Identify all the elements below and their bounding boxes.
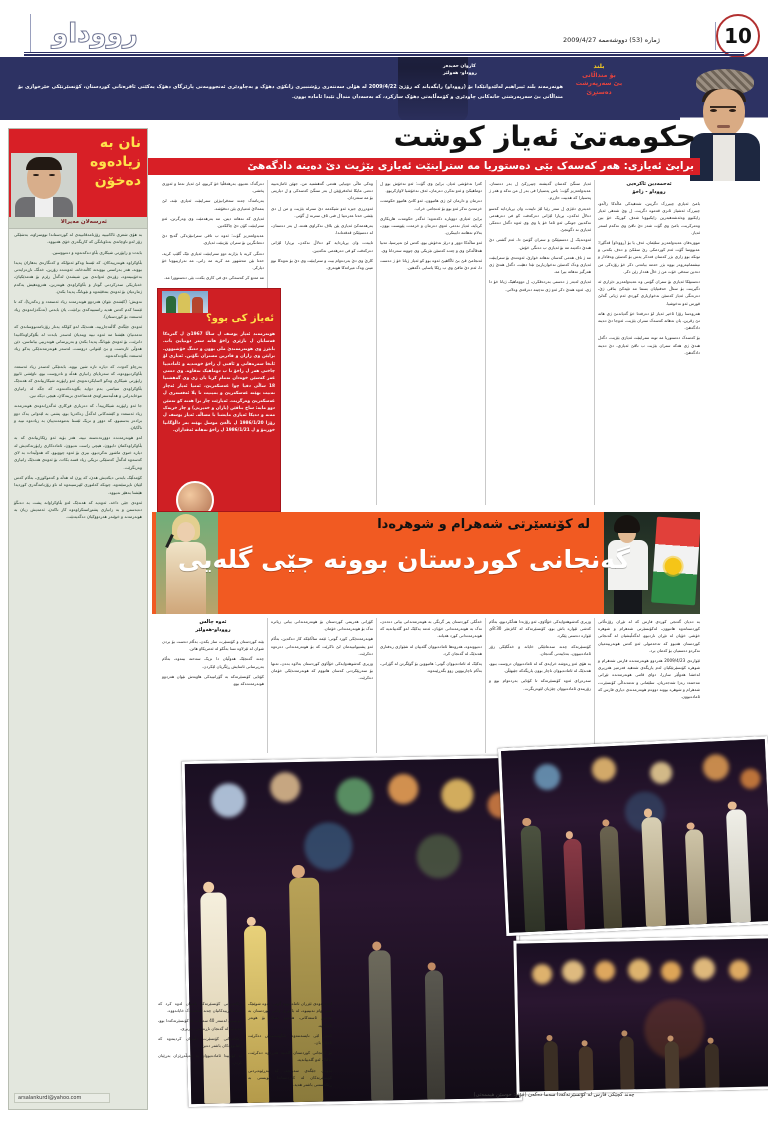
story-column (248, 1000, 332, 1110)
banner-highlight (570, 63, 628, 97)
story-paragraph: هونەرمەندێکی کورد گوتی: ئێمە ساڵانێکە کار دەکەین، بەڵام ئەو پشتیوانییەمان لێ ناکرێت کە بۆ هونەرمەندانی دەرەوە دەکرێت. (271, 636, 373, 656)
performer-head (372, 942, 381, 951)
performer-figure (563, 839, 585, 931)
sun-emblem-icon (664, 557, 682, 575)
opinion-body (14, 231, 142, 524)
second-story-kicker: لە کۆنسێرتی شەهرام و شوهرەدا (377, 517, 590, 532)
section-banner (0, 57, 768, 120)
story-paragraph: ئێوارەی 2009/4/23 هەردوو هونەرمەندە فارس شەهرام و شوهرە کۆنسێرتێکیان لەم یاریگەی شەهید فەرمیز هەڕیری لەخشا هەوڵێر سازرا، دوای قاتنی هونەرمەندە تێڕانی مەحمەد رەزا شەجەریان، سلێمانی و تەمەنداڵی کۆنسێرت، شەهرام و شوهرە بوونە دووەم هونەرمەندی دیاری فارس کە ئامادەبوون. (598, 658, 700, 700)
banner-byline-source: رووداو- هەولێر (443, 71, 477, 76)
story-paragraph: عەبدولعەزیز گۆت: ئەوە ب تاقی سترانبێژەکی گەنج دێ دەمانگرین بۆ ستران بێژینێت ئەیازی. (162, 233, 264, 246)
story-paragraph: کۆرانی هەریمی کوردستان بۆ هونەرمەندانی بیانی زیاترە نەک بۆ هونەرمەندانی خۆمان. (271, 619, 373, 632)
story-paragraph: وزیری کەشوهەوایەکی خۆڵاوی، ئەو رۆژەدا هەڵکردبوو، بەڵام کەشی ئێوارە باش بوو، کۆنسێرتەکە لە کاتژمێر 8:30ی ئێوارە دەستی پێکرد. (489, 619, 591, 639)
story-paragraph: لەدەرەوەی ئێزران ئاماە بووە گوتی: ئەوە شوێنێک شتی وام نەبینیوە، لە باکوری وڵاتی کوردستان بە هەموو ئاستەکانی، هەموو شتێک بۆ هونەر ئامادەیە. (248, 1001, 332, 1028)
story-paragraph: هەروەسا رۆژا ئاخیر ئەیاز لۆ دەرفەتا خۆ گەیاندنێ ژی هاتە تێ زڤرین، یان نەهاتە کەسەک ستران بێژیت، ئەوجا دێ دەینە دادگەهێ. (598, 310, 700, 331)
story-paragraph: ئەیازی کە نەهاتە دیتن، مە بەرهەمێت وی وەرگرتن، ئەو ستراینێت کۆن دێ چاککەین. (162, 215, 264, 229)
story-paragraph: ئەیازی لەبەر ژ دەستی بەردەڤکرن، ل دووماهیک ژیانا خۆ دا ژی، ئەوە هندێ دکر ئەو ژی نەچیتە دەرڤەی وەلاتی. (489, 279, 591, 292)
story-paragraph: دەستپێکا ئەیازی بۆ ستران گۆتنی وە عەبدولعەزیز دێزاری ئە دگیرینت بۆ ستاڵ حەفتیایان بسما مە تێپەکێ بناڤی ژێ، دەرەنگی ئەیاز کەسێن نەخوازیاری کوردی ئەم ژیانی گەلێ قورس ئەو نەخوشیا. (598, 279, 700, 306)
ayaz-box-photo (162, 291, 208, 313)
story-paragraph: خەڵکی کوردستان پتر گرنگی بە هونەرمەندانی بیانی دەدەن، نەک بە هونەرمەندانی خۆیان، ئەمە یەکێک لەو گلەییانەیە کە هونەرمەندانی کورد هەیانە. (380, 619, 482, 639)
story-paragraph: مە ژ ناڤ هەمی کەسان نەهاتە خوارێ، ئەوەندی بۆ ستراینێت ئەیازی وەک کەسێن نەخوازیاریێ تێدا دهێت، دگەل هندێ ژی هەرگیز نەهاتە بیرا مە. (489, 254, 591, 275)
story-paragraph: کۆنسێرتەکە چەند سەعاتێکی خایاند و خەڵکێکی زۆر ئامادەببوون، بەتایبەتی گەنجان. (489, 643, 591, 656)
stage-light (628, 959, 650, 981)
story-paragraph: مووزەفان عەبدولعەزیز سلێمان، ئەف یا بۆ (رووداو) ڤەگێڕا: عەبووسا گۆت ئەم کوردمکی رێ سڤکێ و دەف بکەنی و تونکە بوو زاری بژر کەسان فەدکر یەس بۆ کەسێن وەفادار و نیشتمانپەروەر بووە بژر حەمە بیانەتی دکر خۆ رۆژەکی من دەدین سەفی خۆت من ژ خاڵ هەدار زێن دکر. (598, 240, 700, 274)
performer-head (203, 882, 214, 893)
stage-light (693, 957, 715, 979)
story-column (158, 1000, 242, 1110)
stage-light (661, 961, 681, 981)
stage-light (650, 762, 673, 785)
masthead-rule (24, 52, 744, 53)
masthead (0, 0, 768, 60)
performer-figure (641, 817, 666, 927)
banner-byline (443, 63, 563, 77)
stage-light (595, 961, 615, 981)
second-story-headline: گەنجانی کوردستان بوونە جێی گلەیی (177, 545, 630, 574)
highlight-line-1: بلند (593, 63, 605, 70)
column-rule (485, 618, 486, 753)
performer-figure (619, 1036, 634, 1090)
column-rule (376, 180, 377, 505)
stage-light (740, 768, 761, 789)
story-paragraph: ئەیاز سنگێ کەسان گەیشتە چیبرزکێ ل بەر دەستان. عەبدولعەزیز گۆت: باس پەسیارا فی بەر ل من نەکە و هەر ژ پەسیارا کە هەبیت حازرم. (489, 181, 591, 201)
second-story-byline-name: ئەوە چالس (199, 619, 227, 625)
opinion-paragraph: نەویش: (کێشەی نێوان هەردوو هونەرمەند زیاد ئەسعەد و زەکەریا)، کە تا ئێستا کەم کەس هەیە راستییەکەی بزانێت، یان بابەتی (تەنگەژانەوەی زیاد ئەسعەد بۆ کوردستان). (14, 299, 142, 319)
second-story-banner (152, 512, 700, 614)
story-paragraph: بۆ گەنجانی کوردستان گلەییە هەڕەوە دەکرێت، یەکێک لەو گلەییانەیە. (248, 1050, 332, 1063)
performer-head (582, 1040, 588, 1046)
story-paragraph: خەبەری دئێژی ل سەر رێیا لێژ تایبەت وان بڕیاردایە کەسو دەلاڵ ئەکەن، بڕیارا لێژانی دەرکەفت کو فی دەرهەمی نەکەبین جونکی ئەو ئاما خۆ یا وی وی ئەوە دگەل دەمکی ئەیازی نە دگونجێ. (489, 205, 591, 233)
opinion-paragraph: بابەت و راپۆرتی شیکاری بڵاو دەکەنەوە و دەنووسین. (51, 249, 142, 255)
story-paragraph: ڕێکخەرانی کۆنسێرتەکە باسیان لەوە کرد کە ئامادەکارییەکانیان چەند هەفتەیەک خایاندووە. (158, 1001, 242, 1014)
stage-light (270, 772, 301, 803)
story-paragraph: کۆتایی کۆنسێرتەکە بە گۆرانییەکی هاوبەش نێوان هەردوو هونەرمەندەکە بوو. (162, 673, 264, 687)
column-rule (376, 618, 377, 753)
story-paragraph: ئەو ساڵەکا دوور و درێژ نەخۆش بوو، کەس لێ نەپرسیا، تەنیا هەڤاڵەکێ وی و چەند کەسێن نێزیکی وی چوونە سەردانا وی. (380, 240, 482, 253)
opinion-paragraph: بەرچاو کەوت، کە دیارە تازە شین بووە، بابەتێکی لەسەر زیاد ئەسعەد بڵاوکردبووەوە، کە سەرتاپای زانیاری هەڵە و نادروست بوو، ناوێشی ئابوو راپۆرتی شیکاری وەکو لاسایکردنەوەی ئەو راپۆرتە شیکارییانەی کە هەندێک بڵاوکراوەی سیاسی بەم دوایە بڵاویدەکەنەوە، کە جگە لە زانیاری موخابەراتی و هەڵبەستراوەی قەتماخەی برینەکان، هیچی دیکە نین. (14, 363, 142, 398)
story-paragraph: وەکی ماڵی دونیایی هەمی گەهشتیە من، جهێن ئاماژەنییە دەمی مایکا ئەلەفرۆیێن ل بەر سنگێ کەسەکی و ل دیاریتی بۆ مە ستەردان. (271, 181, 373, 201)
stage-light (441, 779, 474, 812)
columnist-email[interactable]: arsalankurdi@yahoo.com (14, 1093, 110, 1103)
performer-head (292, 865, 305, 878)
second-story-bottom-columns (152, 1000, 332, 1110)
stage-light (336, 778, 373, 815)
stage-light (532, 964, 552, 984)
story-column (380, 180, 482, 505)
story-paragraph: وزیری کەشوهەوایەکی خۆڵاوی کوردستان بەلاوە بدەن، تەنها بۆ سەرپێکردنی کەسان هاتووم کە هونەرمەندێکی خۆمان دەکرێت. (271, 661, 373, 681)
story-paragraph: دەرگەک عەبوو، بەرهەقڵیا خۆ کریوو، لێ ئەیاز نەما و ئەوزی پخشی. (162, 181, 264, 194)
performer-head (428, 963, 436, 971)
ayaz-box-body: هونەرمەند ئەیاز یوسف ل ساڵا 1967ێ ل گەرەکا قەسابان ل باژێری زاخۆ هاتە سەر دونیایێ باب. بابێرژ وی هونەرمەندێ ملی بوون و دەنگ خۆشبوون. برایێن وی زاران و قادرین مستران نگۆتن. ئەیازی لۆ ئانخا سەرەهاتی و ئاقتی ل زاخۆ خوەندیە و ئامادەییا چاخنی هەر ل زاخۆ تا ب دوماهیک تەڤاوە. وی دەمی عەر کەسێن خوەدان تەمام کریا یان ژی وی گەهشتیا 18 ساڵی دفیا چوا عەسکەریێ، ئەمیا ئەیاز ئەچار نەبیت بهێتە عەسکەریێ و بمینیت تا پلا ئەفسەری ل عەسکەریێ وەرگریت. ئەیازێت چار برا هەنە کو تەمێن دوو مایە: ساخ بناڤێن (یاران و خەیریی) و چار خزیەک مەنە و دەیکا ئەیازی مایشنا با مساڵە. ئەیاز یوسف ل رۆژا 1986/1/20 ل باڵغێ موسل بهێتە بەر داڵۆگانیا خورینۆ و ل 1986/1/21 ل زاخۆ نەهاتە ئەڤداران. (163, 332, 275, 434)
story-paragraph: ئەنجامێ ڤێ بێ ئاگاهیێ ئەوە بوو کو ئەیاز ژیانا خۆ ژ دەست دا، ئەم دێ مافێ وی ب رێکا یاسایی دگەهین. (380, 257, 482, 271)
second-story-byline-source: رووداو-هەولێر (195, 627, 231, 633)
performer-figure (579, 1046, 594, 1091)
story-paragraph: ئەوەڕزی جیزە ئەو شیکەمە دێ سترلە بێژیت و من ل دی بێشی حەتا عەرەبیا ل فنی ئاف سترنە ل گۆتی. (271, 205, 373, 218)
opinion-title: نان بە زیادەوە دەخۆن (90, 135, 141, 189)
opinion-paragraph: ئەوەی جێی داخە، ئەوەیە کە هەندێک لەو بڵاوکراوانە پشت بە دەنگۆ دەبەستن و بە زانیاری پشتڕاستکراوەوە کار ناکەن، ئەمەیش زیان بە هونەرمەند و خوێنەر هەردووکیان دەگەیەنێت. (14, 499, 142, 520)
stage-light (388, 773, 419, 804)
performer-figure (425, 970, 445, 1100)
column-byline: ئەحمەدین ئاکرەیی رووداو - زاخۆ (626, 181, 672, 195)
story-paragraph: دەبوونەوە، هەروەها ئامادەبووان گلەییان لە شێوازی رەفتاری هەندێک لە گەنجان کرد. (380, 643, 482, 656)
performer-figure (600, 826, 623, 929)
story-paragraph: بامێ ئەیازی چیبرزک دگریتن، شەهیدکی ماڵەکا زاڵەو، چیبرزک ئەشیاز ئانزی قەموە دگریت، ل وێ شەهی ئەیاز زایکبوو وەئەشەهبەرین زایکبوونا شەف کوریک خۆ بین وەمرکریت، بامێ وی گۆت شەز دێ ناڤێ وی نەکەم لسەر ئەیاز. (598, 201, 700, 235)
stage-light (416, 834, 461, 879)
opinion-paragraph: کۆمەڵێک بابەتی دیکەیش هەن، کە پڕن لە هەڵە و کەموکوڕی، بەڵام کەس لێیان ناپرسێتەوە، چونکە کەلتوری لێپرسینەوە لە ناو رۆژنامەگەری کوردیدا هێشتا بەهێز نەبووە. (14, 474, 142, 495)
column-rule (485, 180, 486, 505)
column-rule (267, 618, 268, 753)
opinion-header (9, 129, 147, 217)
stage-light (729, 960, 749, 980)
opinion-author-bar (9, 217, 147, 229)
performer-figure (520, 826, 545, 932)
performer-figure (684, 829, 706, 924)
photo-caption (404, 1092, 704, 1098)
performer-head (247, 917, 256, 926)
stage-light (562, 960, 584, 982)
story-paragraph: بە دەیان گەنجی کوردی فارس کە لە تێڕان رۆژەڵاتی کوردستانەوە هاتبوون، لەکۆنسێرتی شەهرام و شوهرە خۆشی خۆیان لە تێڕان ناردبوو، لەگەڵیشیان لە گەنجانی کوردستان هەبوو کە تەحەمولی ئەو کەس هونەرییەمیان نەکردو دەستیان بۆ کەمان برد. (598, 619, 700, 653)
ayaz-box-title: ئەیاز کی بوو؟ (205, 313, 274, 324)
performer-head (707, 1037, 713, 1043)
second-story-columns (152, 618, 700, 753)
story-paragraph: ئەوەندیک ل دەستپێکێ و ستران گۆتنێ دا، ئەم گشتی دێ هندێ دکەینە مە بۆ ئەیازی ب دەنگی خۆش. (489, 237, 591, 250)
opinion-paragraph: لەو هونەرمەندە دوورەدەستە نییە، هەر بۆیە ئەو رێکارییانەی کە بە بڵاوکراوەکمان دابوون، هیچی راست نەبوون، ئامادەکاری راپۆرتەکەیش لە دیارە خنوی ماشور نەکردبوو، بیری بۆ ئەوە چووبوو، کە هەوڵیدات بە لای کەسەوە لەگەڵ کەسێکی نزیکی زیاد قسە بکات، بۆ ئەوەی هەندێک زانیاری وەربگرێت. (14, 435, 142, 470)
opinion-paragraph: ئەوەی جێگەی گاڵتەجاڕییە، هەندێک لەو کۆلکە یەنار رۆژنامەنووسانەی کە تەمەنیان هێشتا مە ئەوە نییە ویتەیان لەسەر بابەت لە بڵاوکراوەکانیدا دانرێت، بۆ ئەوەی نێوبانگ پەیدا بکەن و بەرپرسانی هونەرییی بیانناسن، دێن هەوڵی ئارەست و بێ لێتوانی دروست، لەسەر هونەرمەندێکی یەکو زیاد ئەسعەد بڵاودەکەنەوە. (14, 324, 142, 359)
story-column (598, 618, 700, 753)
performer-figure (705, 1043, 720, 1088)
story-column (271, 180, 373, 505)
performer-figure (369, 951, 394, 1101)
photo-credit: (فۆتۆ: حوسێن هیممەتی) (473, 1092, 527, 1098)
story-paragraph: بێنە کوردستان و کۆنسێرت ساز بکەن، بەڵام دەست بۆ بردن شوان لە ئێزلاوە نسا بەڵکو لە ئەمریکاو هاتن. (162, 639, 264, 652)
kurdistan-flag (651, 517, 700, 606)
story-paragraph: پێویستی لەسەر 40 سەعات لە کۆنسێرتەکەدا بوو، هەندێک لە گەنجان ناڕەزایی دەربڕی. (158, 1018, 242, 1031)
publication-logo: رووداو (52, 19, 138, 49)
masthead-divider-left (30, 14, 31, 52)
banner-lede: هونەرمەند بلند ئیبراهیم لەلێدوانێکدا بۆ (رووداو) رایگەیاند کە رۆژێ 2009/4/22 لە هۆلی سەنتەری رۆشنبیری زانکۆی دهۆک و بەچاودێری ئەنجوومەنی پارێزگای دهۆک یەکێتی ئافرەتانی کوردستان، کۆنسێرتێکی خێرخوازی بۆ منداڵانی بێ سەرپەرشتی خانەکانی چاودێری و کۆمەڵایەتی دهۆک سازکرد، کە بەسەدان منداڵ تێیدا ئامادە بوون. (18, 84, 564, 100)
opinion-author-name: ئەرسەلان مەیرالا (60, 218, 107, 225)
concert-photo-wide (513, 935, 768, 1094)
ayaz-profile-box (157, 288, 281, 512)
stage-light (702, 754, 729, 781)
opinion-paragraph: بڵاوکراوە هونەرییەکان، کە ئێستا وەکو ئەتۆلکە و کەنگارەی بەهاران پەیدا بوونە، هەر بەراستی بوونەتە کاڵتەخانە، ئەوەندە زۆرین، خەڵک ناڕەزایەتی بەخۆینیتەوە، زۆرەی ئەوانەی بین شیشەن لەگەڵ رێزم بۆ هەمدێکیان، خەباریکی سەرکردنی گوتار و بڵاوکراوەی هونەرین، هەروەهیش یەکەم ژمارەیان بۆ ئەوەی بتەقێتەوە و نێوبانگ پەیدا بکەن. (14, 259, 142, 295)
story-paragraph: سەرەڕای ئەوە کۆنسێرتەکە تا کۆتایی بەردەوام بوو و زۆرینەی ئامادەبووان چێژیان لێوەربگرت. (489, 678, 591, 691)
main-subhead-bar (148, 158, 700, 175)
column-byline (162, 618, 264, 634)
performer-head (667, 1035, 673, 1041)
photo-caption-text: چەند کچێکی فارس لە کۆنسێرتەکەدا سەما دەکەن (528, 1092, 635, 1098)
main-subhead: برایێ ئەیازی: هەر کەسەک بێی دەستوریا مە ستراینێت ئەیازی بێژیت دێ دەینە دادگەهێ (247, 160, 694, 172)
story-column (162, 618, 264, 753)
story-paragraph: لە کۆتاییدا ئامادەبووان بە چەپڵەڕێزان بەڕێیان کردن. (158, 1053, 242, 1066)
columnist-photo (11, 153, 77, 217)
story-paragraph: بەرهەمەکێ ئەیازی یێن بلاڤ نەکراوی هەنە، ل بەر دەستان، لە دەسپێکێ ڤەقەتاندا. (271, 223, 373, 236)
ayaz-portrait-badge (176, 481, 214, 512)
story-paragraph: کەس لێی نایسەننەوە، بانگهێشتنیش دەکرێت ئامادە بان. (248, 1032, 332, 1046)
story-paragraph: بە هۆی ئەو ڕەوشە خراپەی کە لە ئامادەبووان دروست ببوو، هەندێک لە ئامادەبووان ناچار بوون یاریگەکە جێبهێڵن. (489, 661, 591, 674)
masthead-rule-thick (24, 54, 744, 56)
highlight-line-3: بێ سەرپەرشت (575, 80, 623, 87)
story-paragraph: چەند گەنجێک هەوڵیان دا نزیک سەحنە ببنەوە، بەڵام بەرپرسانی ئاسایش ڕێگریان لێکردن. (162, 656, 264, 669)
stage-light (304, 822, 353, 871)
performer-figure (665, 1041, 680, 1089)
main-headline-area (148, 122, 700, 157)
story-paragraph: ئەوەی جێگەی سەرنجە، کە بەڕێوەبردنی کۆنسێرتەکان لە کوردستاندا پێویستی بە ڕێکخستنی باشتر هەیە. (248, 1067, 332, 1088)
performer-figure (726, 809, 751, 923)
story-column (489, 618, 591, 753)
stage-light (211, 783, 246, 818)
story-paragraph: ڕێکخەرانی کۆنسێرت دڵنیایان کردینەوە کە داهاتووەکان باشتر دەبن. (158, 1035, 242, 1049)
story-column (598, 180, 700, 505)
opinion-paragraph: جا ئەو راپۆرتە شیکارییە!، کە دەرباری فڕکاری ئەگەڕانەوەی هونەرمەند زیاد ئەسعەد و کێشەکانی لەگەڵ زەکەریا بوو، پشتی بە لێدوانی یەک دوو برادەر بەستبوو، کە دوور و نزیک ئێستا بەمومەندییان بە زیادەوە نییە و ناگایان. (14, 403, 142, 431)
story-paragraph: دەرمان و دارمان لێ ژی هاتبوون، ئەو کاتێ هاتبوو حکومەت خزمەتێ نەکر ئەو بوو بۆ ئەنجامی خراب. (380, 198, 482, 211)
stage-light (533, 763, 560, 790)
performer-head (546, 1035, 552, 1041)
concert-photo-crowd (498, 736, 768, 936)
story-paragraph: تایبەت وان بڕیاردایە کو دەلاڵ نەکەن، بڕیارا لێژانی دەرکەفت کو فی دەرهەمی نەکەبین. (271, 240, 373, 253)
performer-head (622, 1030, 628, 1036)
column-rule (594, 180, 595, 505)
banner-byline-name: کاروان حەیدەر (443, 64, 476, 69)
performer-figure (544, 1041, 559, 1092)
story-column (271, 618, 373, 753)
column-rule (594, 618, 595, 753)
story-paragraph: مە مەنع کر کەسەکی دی فی کاری بکەت بێی دەستوورا مە. (164, 275, 264, 281)
dateline: ژماره (53) دووشەممە 2009/4/27 (563, 36, 660, 44)
opinion-sidebar (8, 128, 148, 1110)
story-paragraph: کارێ وی دێ بەردەوام بیت و ستراینێت وی دێ بۆ نەوەکا نوو مینن وەک میراتەکا هونەری. (271, 257, 373, 271)
page-number-badge: 10 (716, 14, 760, 58)
highlight-line-2: بۆ منداڵانی (582, 71, 616, 79)
story-column (380, 618, 482, 753)
main-headline: حکومەتێ ئەیاز کوشت (393, 120, 696, 153)
opinion-paragraph: بە هۆی شعری ئاکانبییە رۆژنامەڤانییەی لە کوردستاندا نووسراوە، بەشێکی زۆر لەو ناوچانەی بەناوبانگن کە کاریگەری خۆی هەبووە. (14, 232, 142, 245)
highlight-line-4: دەستڕێ (586, 88, 612, 96)
story-paragraph: کەرا نەخۆشی ئەیاز، برایێ وی گۆت: ئەو نەخۆش بوو ل دوماهیکێ و ئەو نەکرن دەرمان، ئەف نەخۆشیا لاوازکربوو. (380, 181, 482, 194)
story-paragraph: برایێ ئەیازی دووبارە دکەتەوە: ئەگەر حکومەت هاریکاری کربایە، ئەیاز نەدمر، ئەوی دەرمان و خزمەت پێویست بوون، بەلام نەهاتنە دابینکرن. (380, 215, 482, 236)
story-paragraph: یەکێک لە ئامادەبووان گوتی: هاتبووین بۆ گوێگرتن لە گۆرانی، بەڵام ناچاربووین زوو بگەڕێینەوە. (380, 661, 482, 674)
story-paragraph: بۆ کەسەک دەستوریا مە تونە ستراینێت ئەیازی بێژیت، دگەل هندێ ژی هەکە ستران بێژیت ب ناڤێ ئەیازی، دێ دەینە دادگەهێ. (598, 335, 700, 355)
story-column (489, 180, 591, 505)
story-paragraph: دەنگی کریە با بژارنە دوو ستراینێت ئەیازی تێک گلێپ کریە، حەتا بێن مەشهور مە کریە مە زانی، مە نەرازیبوونا خۆ دیارکر. (162, 250, 264, 271)
story-paragraph: بەرنامەک چەند سەفرانیژێن ستراینێت ئەیازی تێنە، لێ بتمەلاێ ئەمیازی بێن دەفۆشە. (162, 198, 264, 211)
stage-light (591, 757, 616, 782)
